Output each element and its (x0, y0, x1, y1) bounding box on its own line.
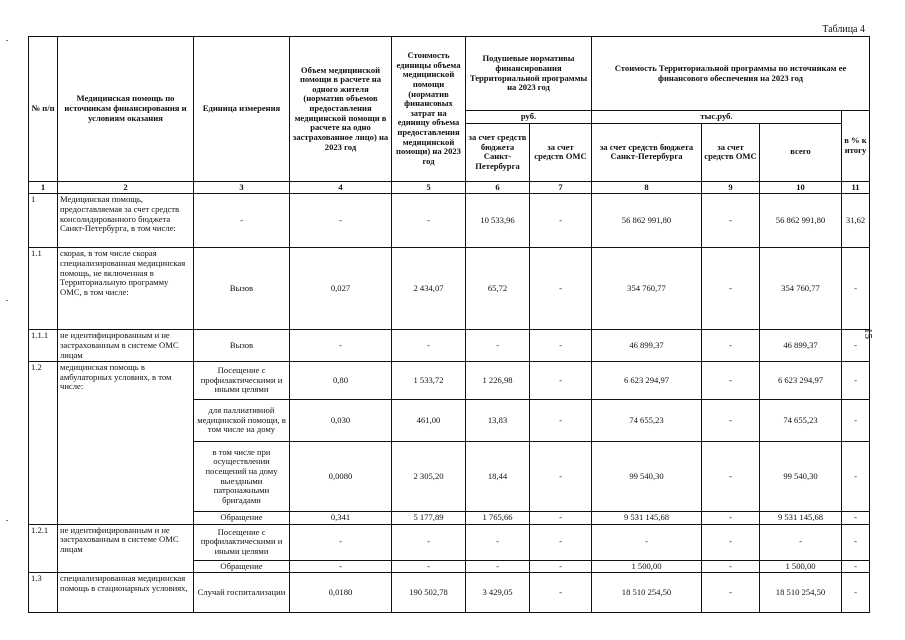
budget-cost-cell: 18 510 254,50 (592, 573, 702, 613)
unit-cost-cell: 5 177,89 (392, 512, 466, 525)
row-number: 1.1 (29, 248, 58, 330)
unit-cost-cell: 190 502,78 (392, 573, 466, 613)
volume-cell: 0,030 (290, 400, 392, 442)
volume-cell: 0,0180 (290, 573, 392, 613)
budget-cost-cell: 1 500,00 (592, 560, 702, 573)
column-number: 4 (290, 181, 392, 194)
percent-cell: - (842, 442, 870, 512)
oms-cost-cell: - (702, 442, 760, 512)
header-row (29, 37, 870, 111)
table-row (29, 362, 870, 400)
oms-cost-cell: - (702, 400, 760, 442)
budget-norm-cell: 1 226,98 (466, 362, 530, 400)
page-number: 15 (862, 328, 874, 339)
budget-cost-cell: 56 862 991,80 (592, 194, 702, 248)
unit-cost-cell: 1 533,72 (392, 362, 466, 400)
total-cost-cell: 46 899,37 (760, 330, 842, 362)
oms-norm-cell: - (530, 442, 592, 512)
header-cell: Объем медицинской помощи в расчете на одного жителя (норматив объемов предоставления медицинской помощи в расчете на одно застрахованное лицо) на 2023 год (290, 37, 392, 182)
budget-cost-cell: 99 540,30 (592, 442, 702, 512)
total-cost-cell: 18 510 254,50 (760, 573, 842, 613)
unit-cell: Обращение (194, 560, 290, 573)
total-cost-cell: 6 623 294,97 (760, 362, 842, 400)
column-number: 7 (530, 181, 592, 194)
budget-norm-cell: 10 533,96 (466, 194, 530, 248)
unit-cost-cell: - (392, 560, 466, 573)
unit-cell: Посещение с профилактическими и иными целями (194, 362, 290, 400)
row-title: медицинская помощь в амбулаторных условиях, в том числе: (58, 362, 194, 525)
table-row (29, 194, 870, 248)
table-row (29, 573, 870, 613)
header-cell: за счет средств ОМС (702, 123, 760, 181)
unit-cell: Случай госпитализации (194, 573, 290, 613)
total-cost-cell: 1 500,00 (760, 560, 842, 573)
oms-norm-cell: - (530, 362, 592, 400)
budget-cost-cell: 46 899,37 (592, 330, 702, 362)
oms-norm-cell: - (530, 194, 592, 248)
budget-cost-cell: 9 531 145,68 (592, 512, 702, 525)
budget-norm-cell: - (466, 524, 530, 560)
budget-norm-cell: 13,83 (466, 400, 530, 442)
unit-cell: Посещение с профилактическими и иными целями (194, 524, 290, 560)
unit-cost-cell: - (392, 330, 466, 362)
header-cell: за счет средств ОМС (530, 123, 592, 181)
table-row (29, 248, 870, 330)
row-number: 1 (29, 194, 58, 248)
column-number: 2 (58, 181, 194, 194)
table-row (29, 524, 870, 560)
oms-cost-cell: - (702, 573, 760, 613)
unit-cell: Обращение (194, 512, 290, 525)
row-number: 1.3 (29, 573, 58, 613)
oms-cost-cell: - (702, 194, 760, 248)
percent-cell: - (842, 512, 870, 525)
percent-cell: - (842, 524, 870, 560)
header-cell: тыс.руб. (592, 111, 842, 124)
row-number: 1.1.1 (29, 330, 58, 362)
total-cost-cell: - (760, 524, 842, 560)
table-caption: Таблица 4 (822, 24, 865, 35)
percent-cell: - (842, 573, 870, 613)
budget-norm-cell: 18,44 (466, 442, 530, 512)
header-cell: Единица измерения (194, 37, 290, 182)
header-cell: № п/п (29, 37, 58, 182)
oms-cost-cell: - (702, 524, 760, 560)
column-number: 3 (194, 181, 290, 194)
oms-cost-cell: - (702, 330, 760, 362)
volume-cell: 0,341 (290, 512, 392, 525)
column-number: 1 (29, 181, 58, 194)
row-title: скорая, в том числе скорая специализированная медицинская помощь, не включенная в Территориальную программу ОМС, в том числе: (58, 248, 194, 330)
oms-cost-cell: - (702, 362, 760, 400)
unit-cell: в том числе при осуществлении посещений на дому выездными патронажными бригадами (194, 442, 290, 512)
total-cost-cell: 9 531 145,68 (760, 512, 842, 525)
budget-cost-cell: - (592, 524, 702, 560)
volume-cell: 0,0080 (290, 442, 392, 512)
budget-cost-cell: 6 623 294,97 (592, 362, 702, 400)
percent-cell: - (842, 330, 870, 362)
percent-cell: - (842, 362, 870, 400)
header-cell: за счет средств бюджета Санкт-Петербурга (592, 123, 702, 181)
percent-cell: - (842, 560, 870, 573)
percent-cell: 31,62 (842, 194, 870, 248)
oms-norm-cell: - (530, 560, 592, 573)
volume-cell: - (290, 560, 392, 573)
budget-norm-cell: 3 429,05 (466, 573, 530, 613)
volume-cell: 0,80 (290, 362, 392, 400)
header-cell: Медицинская помощь по источникам финансирования и условиям оказания (58, 37, 194, 182)
row-title: специализированная медицинская помощь в стационарных условиях, (58, 573, 194, 613)
unit-cell: Вызов (194, 330, 290, 362)
column-number: 11 (842, 181, 870, 194)
column-number: 6 (466, 181, 530, 194)
budget-norm-cell: 1 765,66 (466, 512, 530, 525)
table-row (29, 330, 870, 362)
volume-cell: - (290, 330, 392, 362)
budget-norm-cell: - (466, 330, 530, 362)
oms-norm-cell: - (530, 330, 592, 362)
percent-cell: - (842, 400, 870, 442)
budget-norm-cell: - (466, 560, 530, 573)
header-cell: в % к итогу (842, 111, 870, 182)
scan-edge-mark (6, 300, 8, 301)
scan-edge-mark (6, 520, 8, 521)
row-title: Медицинская помощь, предоставляемая за счет средств консолидированного бюджета Санкт-Петербурга, в том числе: (58, 194, 194, 248)
header-cell: Подушевые нормативы финансирования Территориальной программы на 2023 год (466, 37, 592, 111)
unit-cost-cell: 2 305,20 (392, 442, 466, 512)
budget-cost-cell: 74 655,23 (592, 400, 702, 442)
header-cell: всего (760, 123, 842, 181)
header-cell: за счет средств бюджета Санкт-Петербурга (466, 123, 530, 181)
row-title: не идентифицированным и не застрахованным в системе ОМС лицам (58, 524, 194, 573)
oms-norm-cell: - (530, 512, 592, 525)
row-number: 1.2 (29, 362, 58, 525)
total-cost-cell: 354 760,77 (760, 248, 842, 330)
scan-edge-mark (6, 40, 8, 41)
unit-cost-cell: - (392, 194, 466, 248)
header-cell: руб. (466, 111, 592, 124)
unit-cell: Вызов (194, 248, 290, 330)
column-number: 9 (702, 181, 760, 194)
total-cost-cell: 56 862 991,80 (760, 194, 842, 248)
territorial-program-cost-table (28, 36, 870, 613)
header-cell: Стоимость Территориальной программы по источникам ее финансового обеспечения на 2023 год (592, 37, 870, 111)
oms-norm-cell: - (530, 248, 592, 330)
unit-cell: - (194, 194, 290, 248)
budget-norm-cell: 65,72 (466, 248, 530, 330)
oms-norm-cell: - (530, 524, 592, 560)
column-number: 8 (592, 181, 702, 194)
volume-cell: - (290, 524, 392, 560)
unit-cost-cell: - (392, 524, 466, 560)
oms-cost-cell: - (702, 248, 760, 330)
budget-cost-cell: 354 760,77 (592, 248, 702, 330)
unit-cell: для паллиативной медицинской помощи, в том числе на дому (194, 400, 290, 442)
column-number: 10 (760, 181, 842, 194)
oms-norm-cell: - (530, 573, 592, 613)
row-number: 1.2.1 (29, 524, 58, 573)
unit-cost-cell: 461,00 (392, 400, 466, 442)
volume-cell: 0,027 (290, 248, 392, 330)
column-number-row (29, 181, 870, 194)
oms-cost-cell: - (702, 512, 760, 525)
percent-cell: - (842, 248, 870, 330)
header-cell: Стоимость единицы объема медицинской помощи (норматив финансовых затрат на единицу объема предоставления медицинской помощи) на 2023 год (392, 37, 466, 182)
row-title: не идентифицированным и не застрахованным в системе ОМС лицам (58, 330, 194, 362)
total-cost-cell: 99 540,30 (760, 442, 842, 512)
column-number: 5 (392, 181, 466, 194)
oms-cost-cell: - (702, 560, 760, 573)
unit-cost-cell: 2 434,07 (392, 248, 466, 330)
total-cost-cell: 74 655,23 (760, 400, 842, 442)
oms-norm-cell: - (530, 400, 592, 442)
volume-cell: - (290, 194, 392, 248)
